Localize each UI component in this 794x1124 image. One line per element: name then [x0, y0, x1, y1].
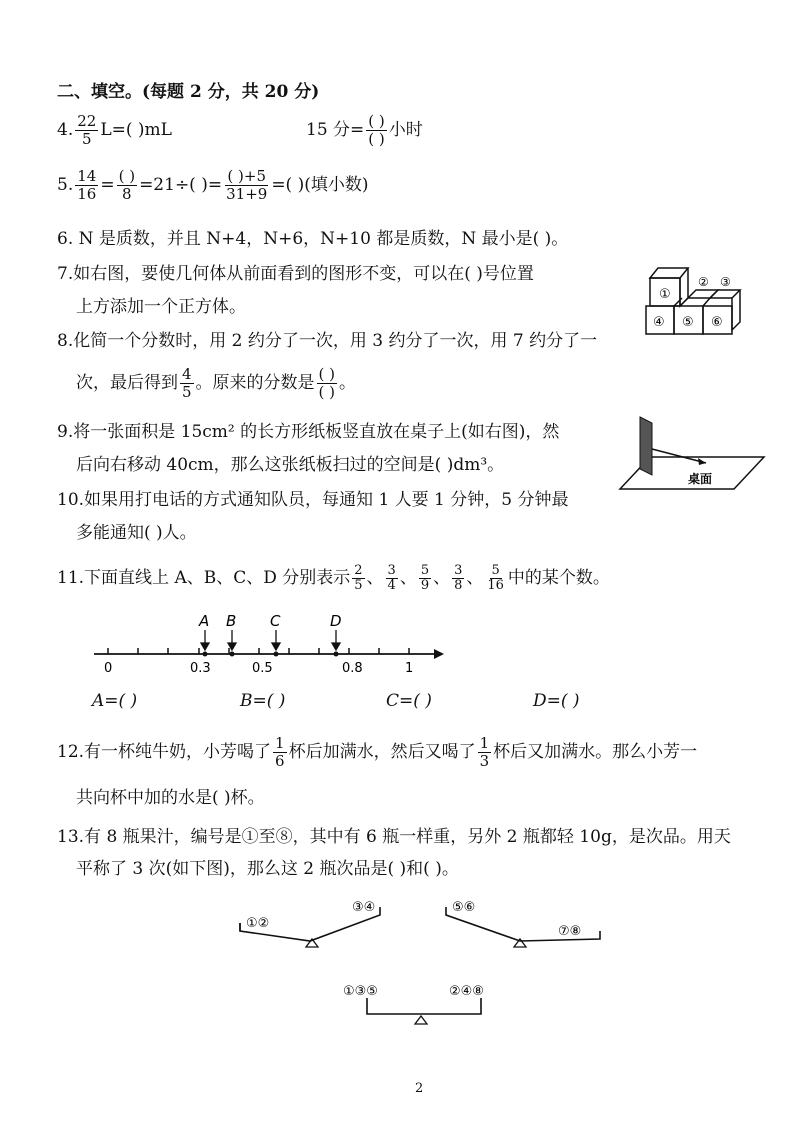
point-label-d: D	[330, 612, 342, 630]
point-label-a: A	[199, 612, 210, 630]
question-11	[57, 564, 610, 593]
q5-fraction-1	[75, 168, 98, 203]
question-8-line-1: 8.化简一个分数时，用 2 约分了一次，用 3 约分了一次，用 7 约分了一	[57, 331, 598, 351]
q11-sep: 、	[466, 568, 484, 588]
number-line	[88, 608, 448, 678]
question-4	[57, 113, 172, 148]
number-line-ticks	[108, 648, 409, 654]
balance-3-left: ①③⑤	[343, 984, 378, 999]
question-12-line-2: 共向杯中加的水是( )杯。	[76, 788, 265, 808]
question-7-line-1: 7.如右图，要使几何体从前面看到的图形不变，可以在( )号位置	[57, 264, 534, 284]
q12-f1-denominator: 6	[275, 752, 285, 770]
q11-frac-2	[386, 564, 398, 593]
q5-equals: =	[100, 175, 115, 195]
q8-pre: 次，最后得到	[76, 373, 178, 393]
question-4b	[306, 113, 423, 148]
tick-label-1: 1	[405, 661, 414, 676]
cube-label-1: ①	[659, 287, 671, 302]
q11-frac-4	[452, 564, 464, 593]
q4-frac-denominator: 5	[82, 130, 92, 148]
balance-1-left: ①②	[246, 916, 270, 931]
cube-label-4: ④	[653, 315, 665, 330]
question-7-line-2: 上方添加一个正方体。	[76, 297, 246, 317]
balance-1	[234, 893, 394, 953]
tick-label-0-5: 0.5	[252, 661, 273, 676]
question-10-line-2: 多能通知( )人。	[76, 523, 197, 543]
q11-pre: 11.下面直线上 A、B、C、D 分别表示	[57, 568, 351, 588]
q8-mid: 。原来的分数是	[195, 373, 315, 393]
q11-f5-d: 16	[487, 578, 504, 593]
q12-f1-numerator: 1	[275, 734, 285, 752]
section-title: 二、填空。(每题 2 分，共 20 分)	[57, 82, 320, 102]
q11-answer-d: D=( )	[533, 691, 580, 711]
q5-end: =( )(填小数)	[271, 175, 369, 195]
balance-2-right: ⑦⑧	[558, 924, 582, 939]
question-13-line-2: 平称了 3 次(如下图)，那么这 2 瓶次品是( )和( )。	[76, 859, 459, 879]
q12-post: 杯后又加满水。那么小芳一	[493, 742, 698, 762]
q8-answer-denominator: ( )	[318, 383, 336, 401]
q8-fraction	[180, 366, 194, 401]
page-number: 2	[415, 1081, 424, 1096]
q8-denominator: 5	[182, 383, 192, 401]
q7-cube-figure	[640, 258, 750, 344]
cube-label-6: ⑥	[711, 315, 723, 330]
question-5	[57, 168, 369, 203]
point-label-c: C	[270, 612, 281, 630]
cube-label-5: ⑤	[682, 315, 694, 330]
q11-sep: 、	[399, 568, 417, 588]
q8-end: 。	[339, 373, 357, 393]
q5-middle: =21÷( )=	[139, 175, 223, 195]
q5-f2-numerator: ( )	[118, 167, 136, 185]
question-13-line-1: 13.有 8 瓶果汁，编号是①至⑧，其中有 6 瓶一样重，另外 2 瓶都轻 10g，是次品。用天	[57, 827, 731, 847]
q4-frac-numerator: 22	[77, 112, 97, 130]
q11-answer-c: C=( )	[386, 691, 432, 711]
q11-answer-a: A=( )	[92, 691, 138, 711]
cube-label-3: ③	[720, 275, 731, 289]
q12-f2-denominator: 3	[479, 752, 490, 770]
q5-fraction-3	[224, 168, 269, 203]
q5-number: 5.	[57, 175, 74, 195]
q11-sep: 、	[433, 568, 451, 588]
tick-label-0-8: 0.8	[342, 661, 363, 676]
q8-answer-fraction	[317, 366, 337, 401]
q11-f1-d: 5	[354, 578, 363, 593]
q12-mid: 杯后加满水，然后又喝了	[288, 742, 476, 762]
balance-1-right: ③④	[352, 900, 376, 915]
q5-f3-denominator: 31+9	[226, 185, 268, 203]
q11-f4-n: 3	[454, 563, 463, 578]
q4-number: 4.	[57, 120, 74, 140]
q12-pre: 12.有一杯纯牛奶，小芳喝了	[57, 742, 272, 762]
question-9-line-2: 后向右移动 40cm，那么这张纸板扫过的空间是( )dm³。	[76, 455, 505, 475]
question-12-line-1	[57, 735, 697, 770]
q11-sep: 、	[366, 568, 384, 588]
q4-fraction	[75, 113, 98, 148]
balance-2-left: ⑤⑥	[452, 900, 476, 915]
q11-f2-d: 4	[387, 578, 396, 593]
q5-f2-denominator: 8	[122, 185, 132, 203]
question-9-line-1: 9.将一张面积是 15cm² 的长方形纸板竖直放在桌子上(如右图)，然	[57, 422, 560, 442]
q12-fraction-1	[273, 735, 287, 770]
q5-fraction-2	[117, 168, 137, 203]
q11-answer-b: B=( )	[240, 691, 286, 711]
point-label-b: B	[226, 612, 237, 630]
balance-3-right: ②④⑧	[449, 984, 484, 999]
q4b-numerator: ( )	[368, 112, 385, 130]
q11-post: 中的某个数。	[507, 568, 610, 588]
q11-f4-d: 8	[454, 578, 463, 593]
q9-table-figure	[616, 413, 766, 503]
q11-frac-1	[352, 564, 364, 593]
q8-answer-numerator: ( )	[318, 365, 336, 383]
q11-frac-3	[419, 564, 431, 593]
q4-text: L=( )mL	[100, 120, 172, 140]
q11-f3-n: 5	[420, 563, 430, 578]
q5-f3-numerator: ( )+5	[227, 167, 266, 185]
q11-f3-d: 9	[420, 578, 430, 593]
table-label: 桌面	[688, 472, 713, 486]
q11-f5-n: 5	[491, 563, 500, 578]
q5-f1-numerator: 14	[77, 167, 97, 185]
tick-label-0: 0	[104, 661, 113, 676]
q4b-denominator: ( )	[368, 130, 385, 148]
q12-fraction-2	[478, 735, 492, 770]
balance-2	[440, 893, 610, 953]
balance-3	[337, 980, 507, 1030]
q11-f2-n: 3	[387, 563, 396, 578]
q4b-pre: 15 分=	[306, 120, 365, 140]
q12-f2-numerator: 1	[479, 734, 490, 752]
q11-f1-n: 2	[354, 563, 363, 578]
q8-numerator: 4	[182, 365, 192, 383]
tick-label-0-3: 0.3	[190, 661, 211, 676]
q11-frac-5	[485, 564, 506, 593]
question-6: 6. N 是质数，并且 N+4，N+6，N+10 都是质数，N 最小是( )。	[57, 229, 569, 249]
q4b-post: 小时	[388, 120, 423, 140]
question-8-line-2	[76, 366, 356, 401]
q4b-fraction	[366, 113, 386, 148]
q5-f1-denominator: 16	[77, 185, 97, 203]
cube-label-2: ②	[698, 275, 709, 289]
question-10-line-1: 10.如果用打电话的方式通知队员，每通知 1 人要 1 分钟，5 分钟最	[57, 490, 569, 510]
